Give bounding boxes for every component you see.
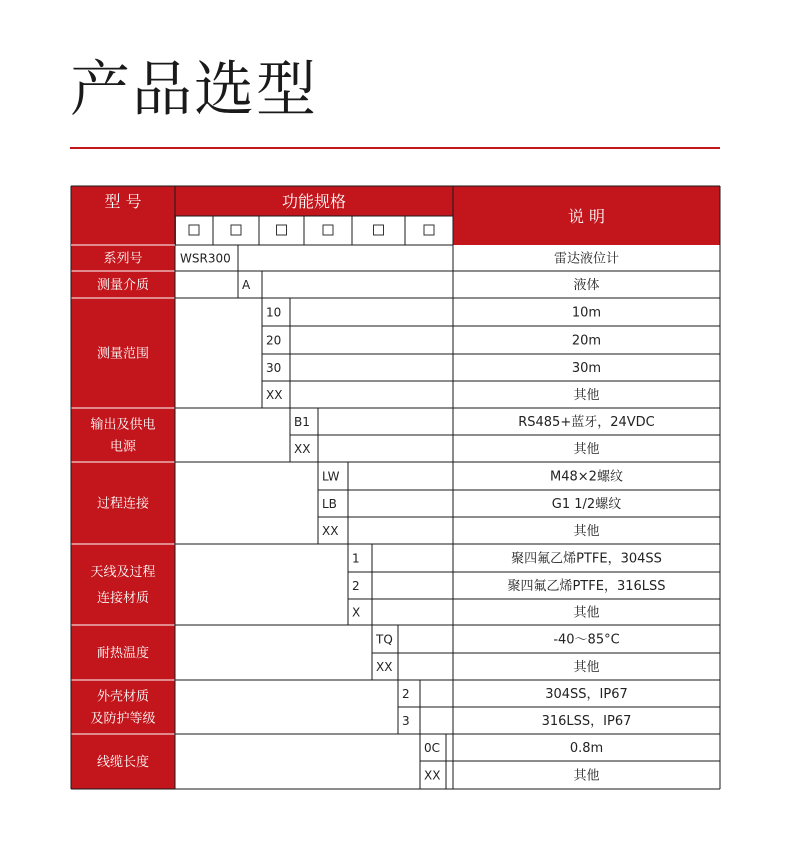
group-label: 外壳材质 [96,689,150,705]
code-cell: LB [322,497,337,511]
code-cell: XX [376,660,393,674]
group-label: 电源 [109,439,137,455]
description-cell: 聚四氟乙烯PTFE，304SS [511,551,662,567]
group-label: 过程连接 [96,496,150,512]
description-cell: G1 1/2螺纹 [551,497,622,512]
group-label: 及防护等级 [90,711,156,727]
code-cell: 10 [266,305,282,320]
description-cell: M48×2螺纹 [550,469,623,485]
code-cell: XX [266,388,283,402]
placeholder-strip [176,216,453,245]
function-spec-header: 功能规格 [281,192,347,211]
code-cell: TQ [376,632,393,647]
description-cell: 聚四氟乙烯PTFE，316LSS [507,579,666,594]
code-cell: X [352,605,361,620]
description-cell: 液体 [573,278,600,293]
page-title: 产品选型 [70,55,318,125]
label-column [71,245,175,789]
description-cell: 0.8m [569,741,604,756]
code-cell: 30 [266,361,282,375]
group-label: 天线及过程 [90,565,156,580]
code-cell: 0C [424,741,441,755]
description-cell: 其他 [573,768,600,784]
group-label: 测量介质 [96,278,150,293]
code-cell: 2 [352,579,360,593]
group-label: 输出及供电 [90,417,156,433]
code-cell: WSR300 [180,251,231,266]
group-label: 系列号 [103,251,143,267]
group-label: 测量范围 [96,346,150,362]
code-cell: A [242,278,251,292]
code-cell: 3 [402,714,410,728]
description-cell: 20m [571,333,602,349]
description-cell: 其他 [573,388,600,403]
group-label: 线缆长度 [96,755,150,770]
description-cell: 10m [571,305,602,321]
model-header: 型 号 [104,192,142,211]
code-cell: B1 [294,415,310,429]
code-cell: LW [322,469,340,484]
code-cell: XX [294,442,311,456]
description-cell: -40～85°C [553,632,620,648]
description-cell: 其他 [573,660,600,675]
group-label: 连接材质 [96,591,150,606]
description-cell: 其他 [573,605,600,621]
code-cell: XX [322,524,339,538]
description-header: 说 明 [567,207,606,226]
code-cell: 1 [352,551,360,566]
description-cell: 其他 [573,442,600,457]
group-label: 耐热温度 [96,646,150,661]
description-cell: 304SS，IP67 [545,687,628,702]
description-cell: 30m [571,361,602,376]
code-cell: XX [424,768,441,783]
code-cell: 2 [402,687,410,701]
description-cell: 雷达液位计 [553,251,620,267]
description-cell: 其他 [573,524,600,539]
description-cell: RS485+蓝牙，24VDC [518,415,655,430]
code-cell: 20 [266,333,282,348]
description-cell: 316LSS，IP67 [541,714,632,729]
